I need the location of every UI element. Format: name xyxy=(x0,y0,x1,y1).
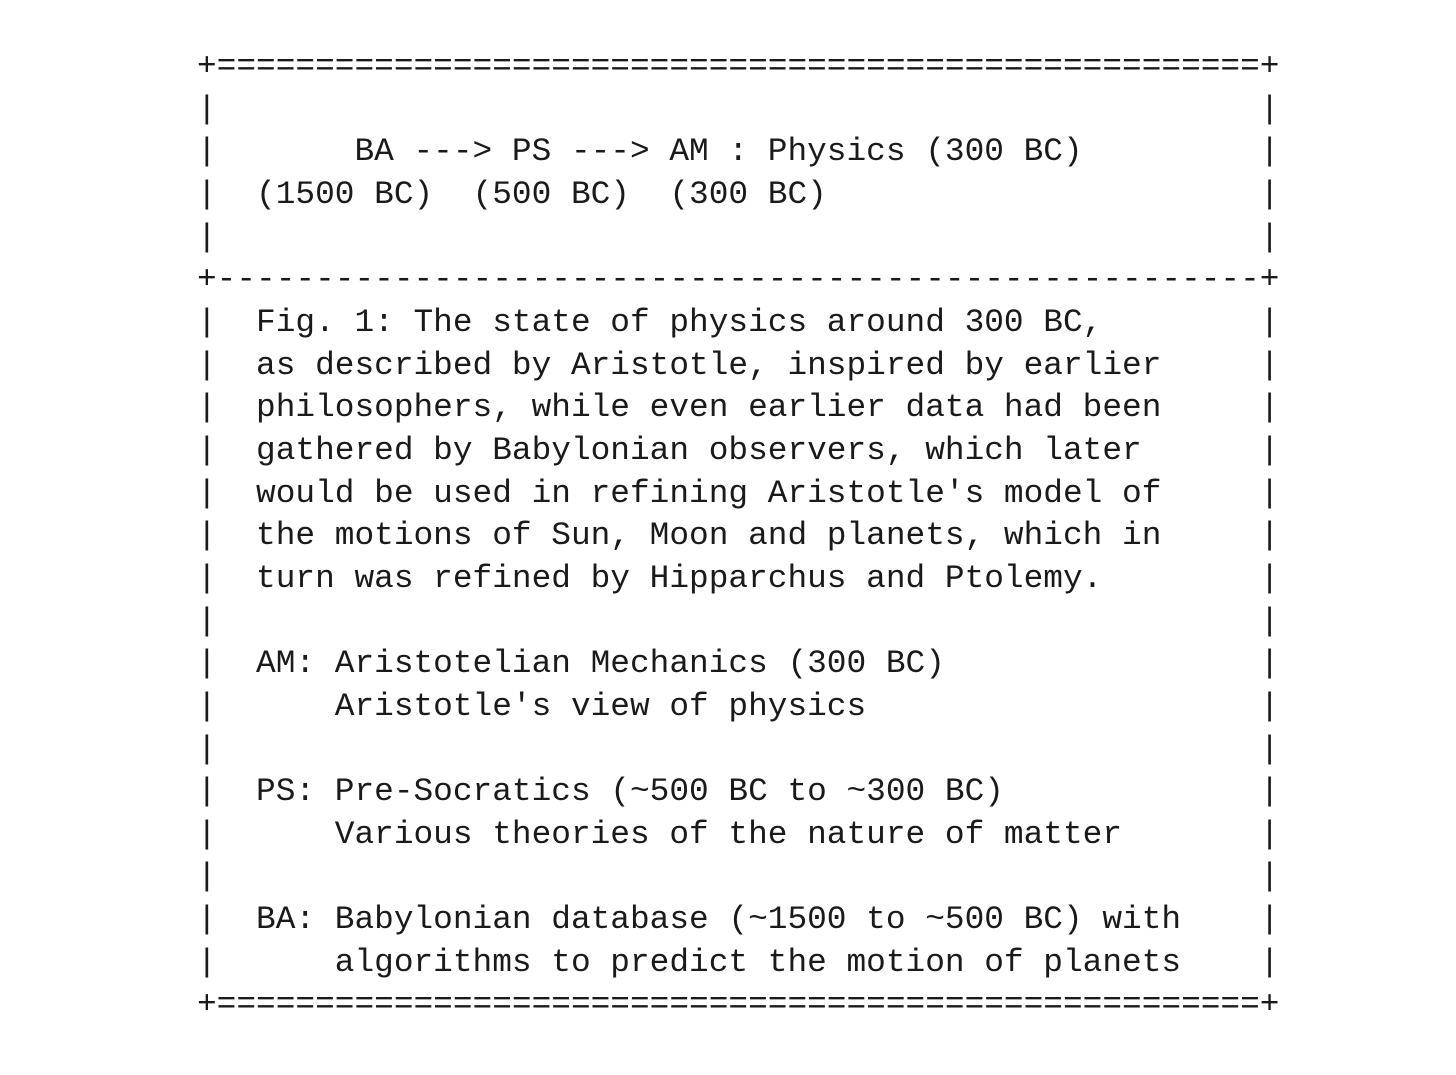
frame-blank-line: | | xyxy=(197,602,1280,640)
legend-ps-line: | PS: Pre-Socratics (~500 BC to ~300 BC) | xyxy=(197,773,1280,811)
ascii-figure xyxy=(197,46,1279,1027)
legend-ps-description: | Various theories of the nature of matter | xyxy=(197,815,1280,853)
caption-line: | gathered by Babylonian observers, which later | xyxy=(197,431,1280,469)
caption-line: | would be used in refining Aristotle's model of | xyxy=(197,474,1280,512)
legend-ba-line: | BA: Babylonian database (~1500 to ~500 BC) with | xyxy=(197,901,1280,939)
frame-bottom-border: +=====================================================+ xyxy=(197,986,1280,1024)
legend-am-description: | Aristotle's view of physics | xyxy=(197,687,1280,725)
caption-line: | turn was refined by Hipparchus and Ptolemy. | xyxy=(197,559,1280,597)
caption-line: | Fig. 1: The state of physics around 300 BC, | xyxy=(197,303,1280,341)
frame-blank-line: | | xyxy=(197,90,1280,128)
dates-line: | (1500 BC) (500 BC) (300 BC) | xyxy=(197,175,1280,213)
flow-line: | BA ---> PS ---> AM : Physics (300 BC) | xyxy=(197,133,1280,171)
legend-ba-description: | algorithms to predict the motion of planets | xyxy=(197,943,1280,981)
caption-line: | as described by Aristotle, inspired by earlier | xyxy=(197,346,1280,384)
frame-top-border: +=====================================================+ xyxy=(197,48,1280,85)
caption-line: | philosophers, while even earlier data had been | xyxy=(197,389,1280,427)
frame-divider: +-----------------------------------------------------+ xyxy=(197,261,1280,299)
frame-blank-line: | | xyxy=(197,730,1280,768)
frame-blank-line: | | xyxy=(197,218,1280,256)
caption-line: | the motions of Sun, Moon and planets, which in | xyxy=(197,517,1280,555)
legend-am-line: | AM: Aristotelian Mechanics (300 BC) | xyxy=(197,645,1280,683)
frame-blank-line: | | xyxy=(197,858,1280,896)
